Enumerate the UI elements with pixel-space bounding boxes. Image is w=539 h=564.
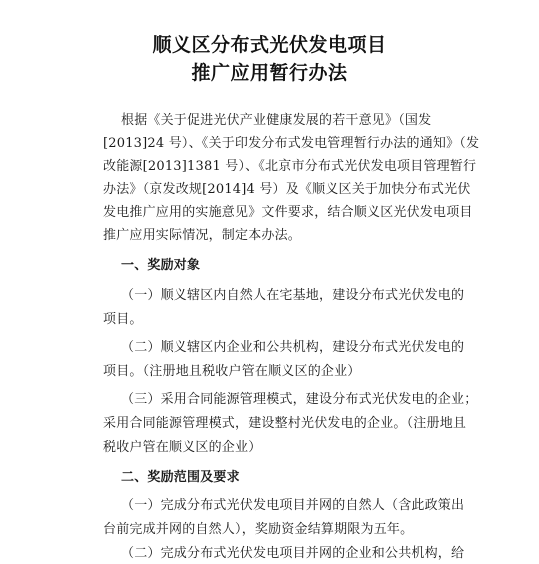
section-1-item-3-line-3: 税收户管在顺义区的企业） <box>103 440 262 455</box>
section-1-item-1-line-2: 项目。 <box>103 312 143 327</box>
document-title-line-2: 推广应用暂行办法 <box>191 62 348 84</box>
document-title-line-1: 顺义区分布式光伏发电项目 <box>152 34 387 56</box>
section-1-heading: 一、奖励对象 <box>121 258 201 273</box>
intro-line-2: [2013]24 号）、《关于印发分布式发电管理暂行办法的通知》（发 <box>103 136 480 151</box>
section-2-item-1-line-1: （一）完成分布式光伏发电项目并网的自然人（含此政策出 <box>121 498 465 513</box>
section-1-item-3-line-1: （三）采用合同能源管理模式，建设分布式光伏发电的企业； <box>121 392 478 407</box>
section-2-item-1-line-2: 台前完成并网的自然人），奖励资金结算期限为五年。 <box>103 522 414 537</box>
section-1-item-2-line-2: 项目。（注册地且税收户管在顺义区的企业） <box>103 364 361 379</box>
section-2-heading: 二、奖励范围及要求 <box>121 470 240 485</box>
intro-line-3: 改能源[2013]1381 号）、《北京市分布式光伏发电项目管理暂行 <box>103 159 477 174</box>
section-1-item-2-line-1: （二）顺义辖区内企业和公共机构，建设分布式光伏发电的 <box>121 340 465 355</box>
section-1-item-3-line-2: 采用合同能源管理模式，建设整村光伏发电的企业。（注册地且 <box>103 416 467 431</box>
intro-line-1: 根据《关于促进光伏产业健康发展的若干意见》（国发 <box>121 113 432 128</box>
intro-line-4: 办法》（京发改规[2014]4 号）及《顺义区关于加快分布式光伏 <box>103 182 471 197</box>
intro-line-5: 发电推广应用的实施意见》文件要求，结合顺义区光伏发电项目 <box>103 205 473 220</box>
intro-line-6: 推广应用实际情况，制定本办法。 <box>103 228 302 243</box>
section-1-item-1-line-1: （一）顺义辖区内自然人在宅基地，建设分布式光伏发电的 <box>121 288 465 303</box>
section-2-item-2-line-1: （二）完成分布式光伏发电项目并网的企业和公共机构，给 <box>121 546 465 561</box>
